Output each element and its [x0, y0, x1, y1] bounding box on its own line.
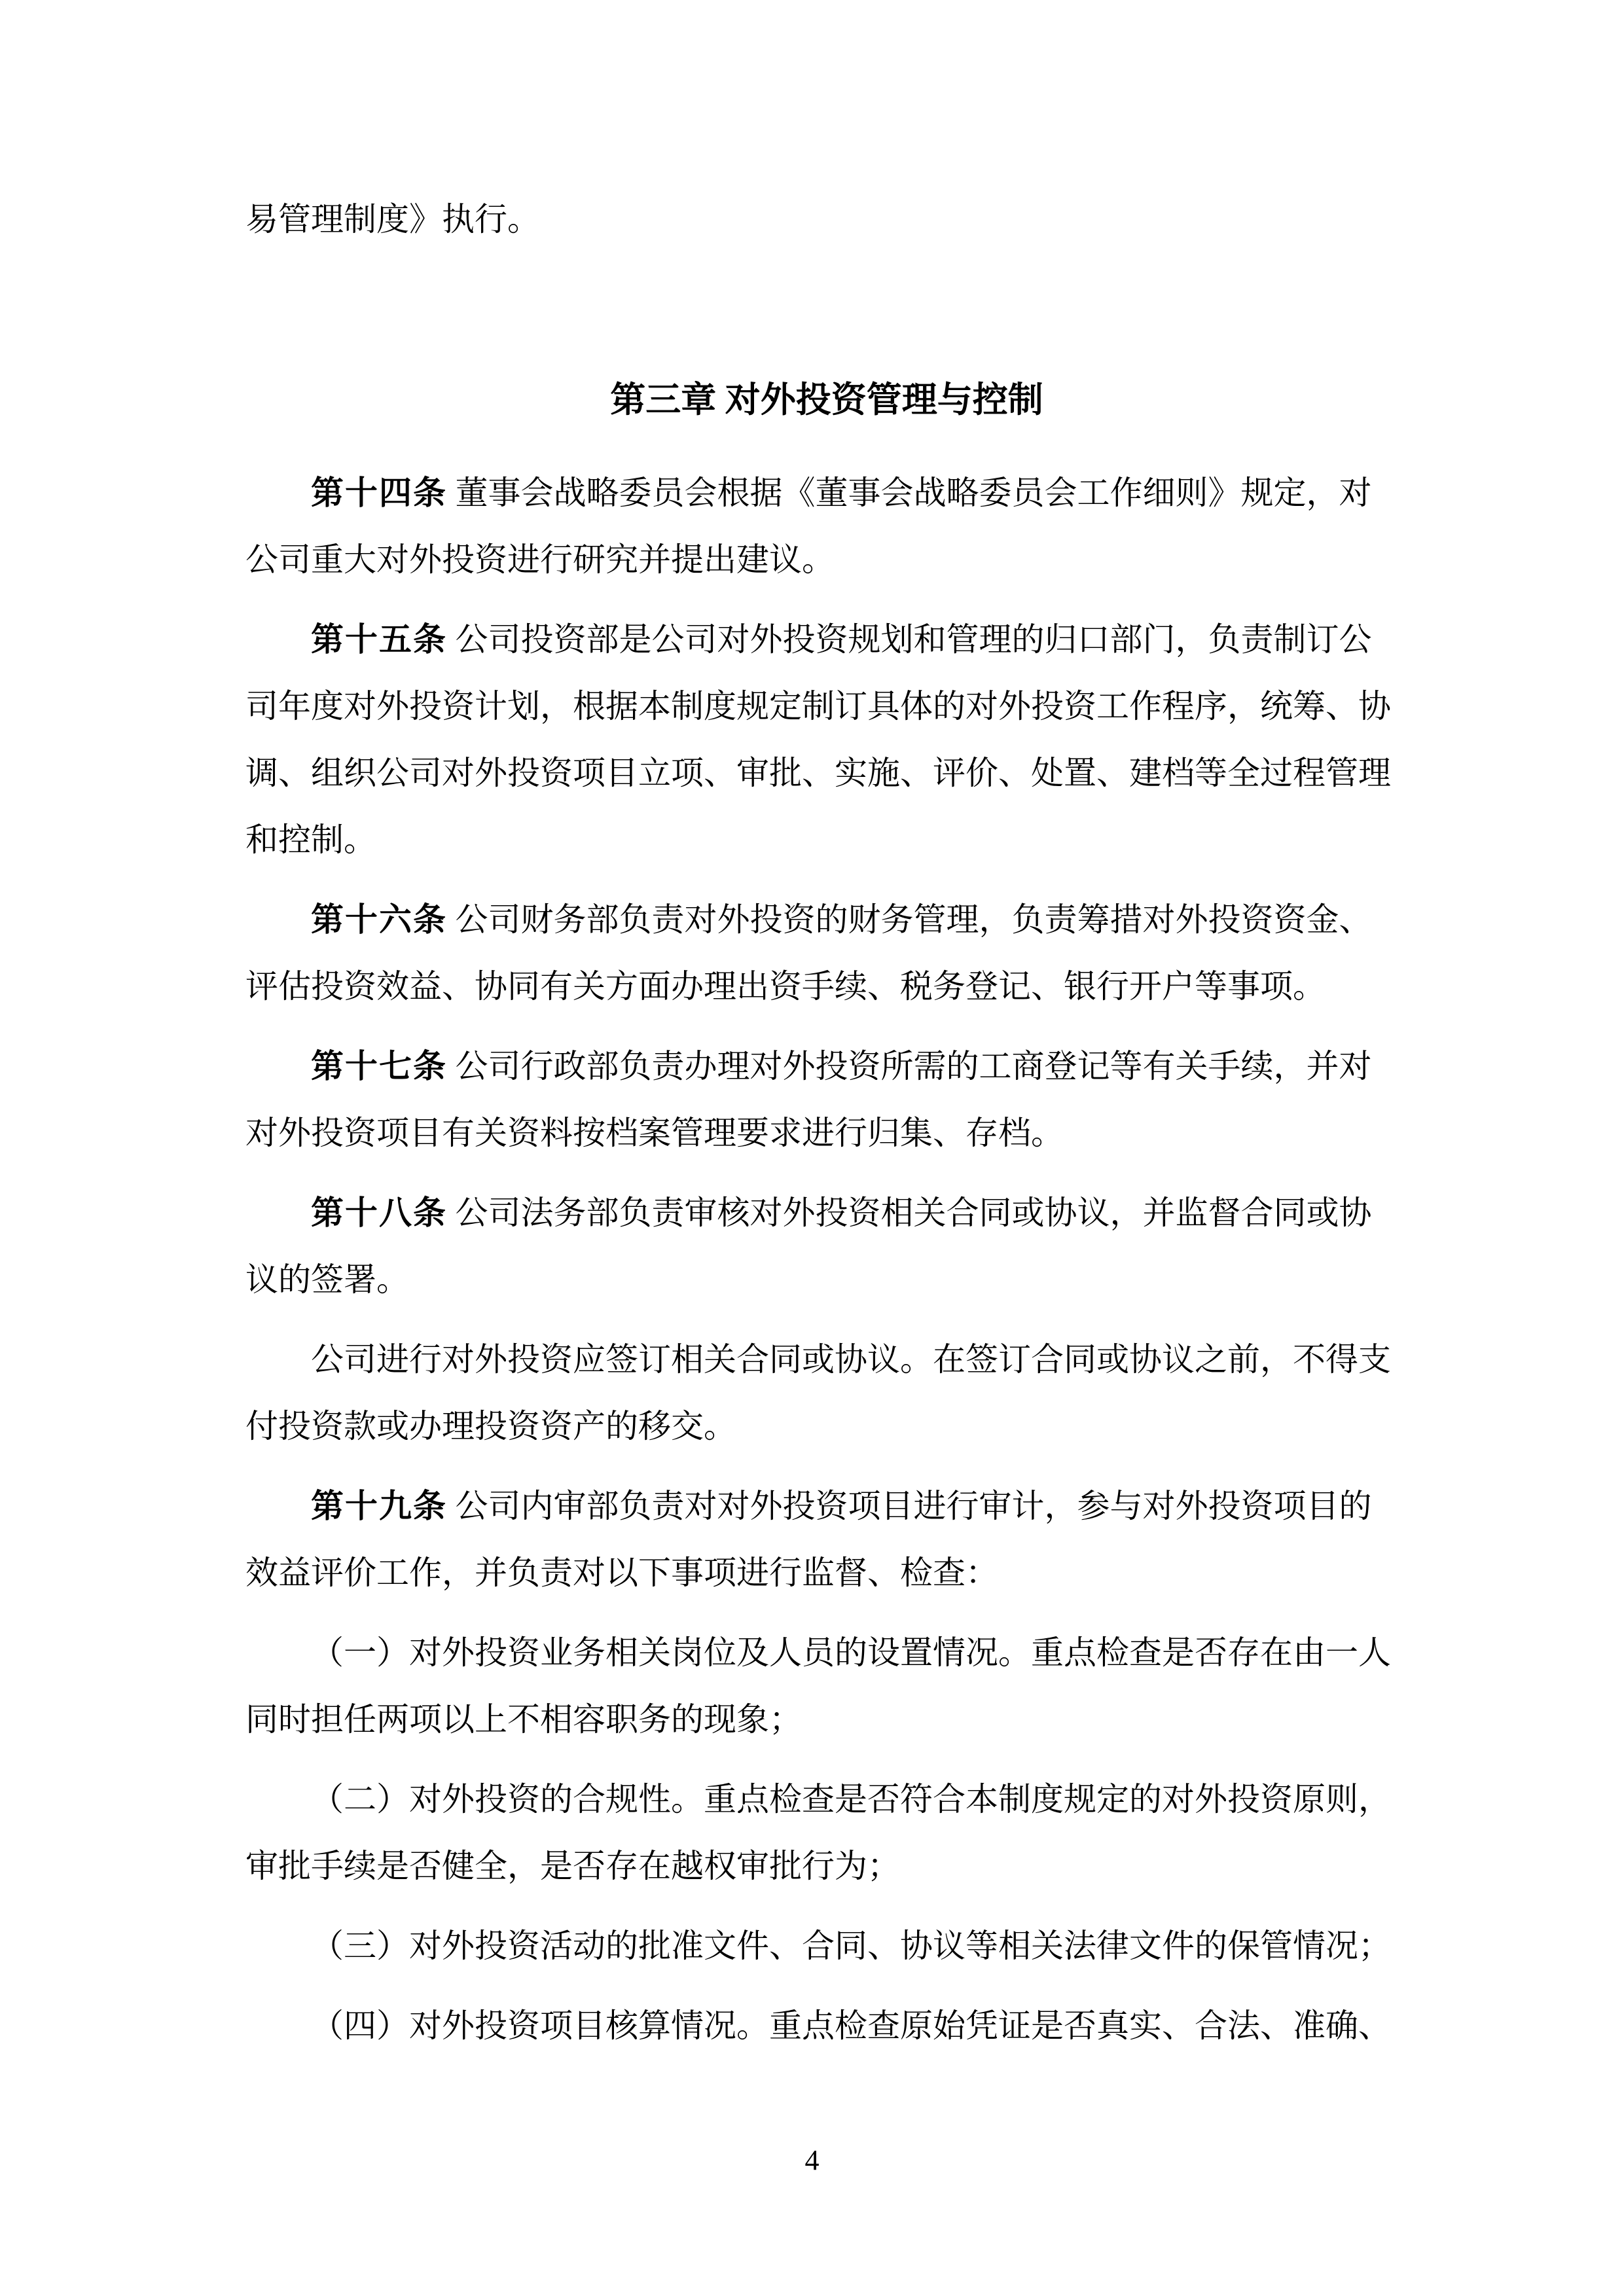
text-line: （三）对外投资活动的批准文件、合同、协议等相关法律文件的保管情况； [311, 1928, 1391, 1964]
article-number: 第十七条 [311, 1048, 447, 1085]
article-number: 第十六条 [311, 901, 447, 938]
text-line: 对外投资项目有关资料按档案管理要求进行归集、存档。 [245, 1115, 1064, 1151]
text-line: 公司重大对外投资进行研究并提出建议。 [245, 541, 835, 578]
paragraph [245, 459, 1408, 593]
continuation-line: 易管理制度》执行。 [245, 201, 540, 238]
text-line: 第十九条 公司内审部负责对对外投资项目进行审计，参与对外投资项目的 [311, 1488, 1372, 1524]
paragraph [245, 1326, 1408, 1460]
article-number: 第十九条 [311, 1488, 447, 1524]
text-line: 司年度对外投资计划，根据本制度规定制订具体的对外投资工作程序，统筹、协 [245, 688, 1391, 725]
text-line: （四）对外投资项目核算情况。重点检查原始凭证是否真实、合法、准确、 [311, 2007, 1391, 2044]
article-number: 第十五条 [311, 621, 447, 658]
paragraph [245, 1033, 1408, 1166]
paragraph [245, 606, 1408, 873]
chapter-heading: 第三章 对外投资管理与控制 [610, 380, 1043, 420]
paragraph [245, 1473, 1408, 1606]
text-line: 第十六条 公司财务部负责对外投资的财务管理，负责筹措对外投资资金、 [311, 901, 1372, 938]
text-line: 付投资款或办理投资资产的移交。 [245, 1408, 736, 1444]
text-line: （二）对外投资的合规性。重点检查是否符合本制度规定的对外投资原则， [311, 1781, 1391, 1818]
paragraph [245, 1179, 1408, 1313]
article-number: 第十四条 [311, 475, 447, 511]
paragraph [245, 886, 1408, 1020]
text-line: （一）对外投资业务相关岗位及人员的设置情况。重点检查是否存在由一人 [311, 1634, 1391, 1671]
page-number: 4 [804, 2144, 820, 2176]
text-line: 评估投资效益、协同有关方面办理出资手续、税务登记、银行开户等事项。 [245, 968, 1326, 1005]
article-number: 第十八条 [311, 1194, 447, 1231]
text-line: 第十四条 董事会战略委员会根据《董事会战略委员会工作细则》规定，对 [311, 475, 1372, 511]
text-line: 议的签署。 [245, 1261, 409, 1298]
text-line: 调、组织公司对外投资项目立项、审批、实施、评价、处置、建档等全过程管理 [245, 755, 1391, 791]
text-line: 第十五条 公司投资部是公司对外投资规划和管理的归口部门，负责制订公 [311, 621, 1372, 658]
paragraph [245, 1766, 1408, 1899]
paragraph [245, 1619, 1408, 1753]
text-line: 第十七条 公司行政部负责办理对外投资所需的工商登记等有关手续，并对 [311, 1048, 1372, 1085]
text-line: 同时担任两项以上不相容职务的现象； [245, 1701, 802, 1738]
paragraph [245, 1912, 1408, 1979]
text-line: 第十八条 公司法务部负责审核对外投资相关合同或协议，并监督合同或协 [311, 1194, 1372, 1231]
text-line: 公司进行对外投资应签订相关合同或协议。在签订合同或协议之前，不得支 [311, 1341, 1391, 1378]
paragraph-list [245, 459, 1408, 2059]
text-line: 和控制。 [245, 821, 376, 858]
text-line: 审批手续是否健全，是否存在越权审批行为； [245, 1848, 900, 1884]
paragraph [245, 1992, 1408, 2059]
text-line: 效益评价工作，并负责对以下事项进行监督、检查： [245, 1554, 998, 1591]
